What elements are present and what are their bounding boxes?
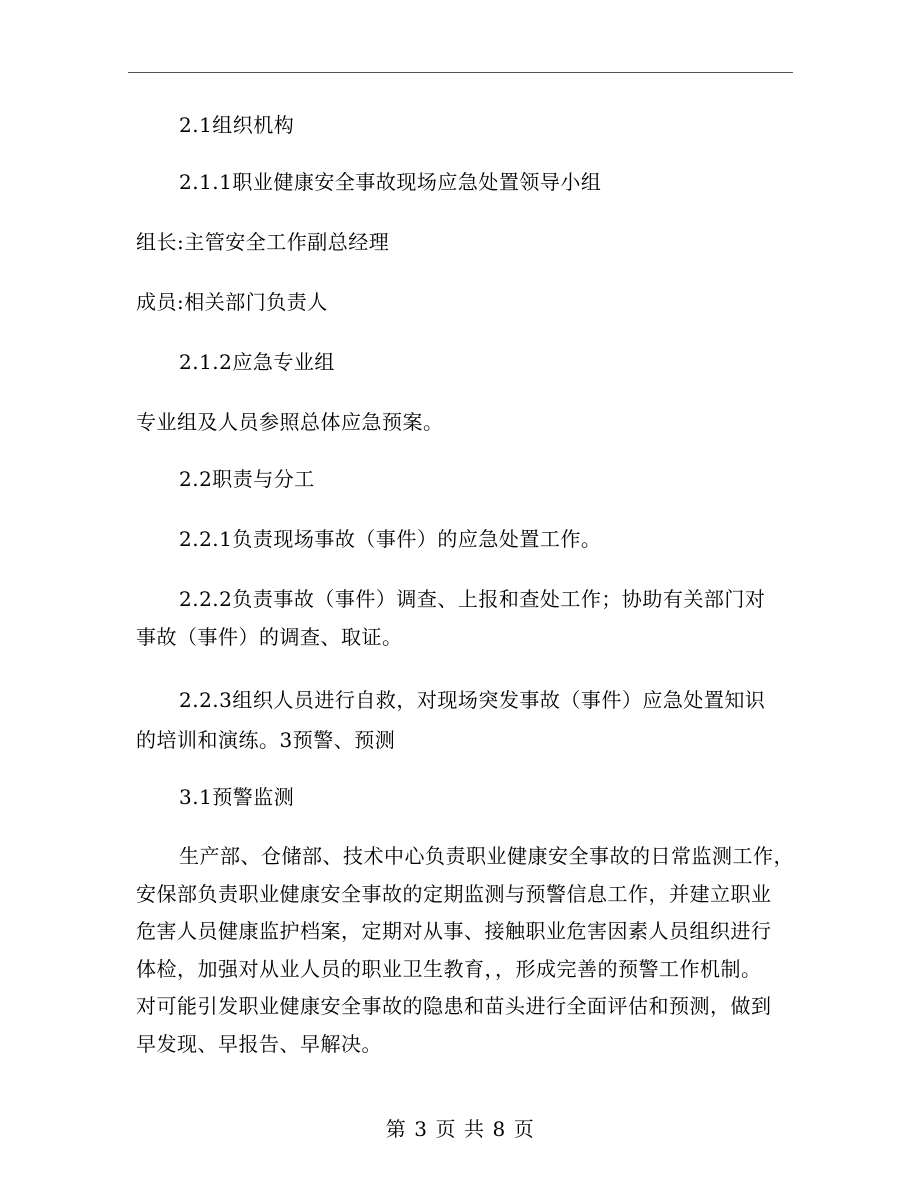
group-leader-line	[136, 225, 786, 259]
paragraph-line: 专业组及人员参照总体应急预案。	[136, 410, 444, 434]
footer-page-word: 页	[435, 1117, 456, 1141]
paragraph-line: 生产部、仓储部、技术中心负责职业健康安全事故的日常监测工作，	[179, 844, 794, 868]
paragraph-line: 的培训和演练。3预警、预测	[136, 728, 396, 752]
footer-total-prefix: 共	[464, 1117, 485, 1141]
page-footer	[0, 1112, 920, 1146]
paragraph-line: 成员:相关部门负责人	[136, 290, 328, 314]
paragraph-line: 2.1.2应急专业组	[179, 350, 335, 374]
paragraph-line: 2.2.2负责事故（事件）调查、上报和查处工作；协助有关部门对	[179, 587, 766, 611]
paragraph-line: 安保部负责职业健康安全事故的定期监测与预警信息工作，并建立职业	[136, 881, 772, 906]
paragraph-line: 对可能引发职业健康安全事故的隐患和苗头进行全面评估和预测，做到	[136, 994, 772, 1018]
footer-page-word-end: 页	[513, 1117, 535, 1141]
specialist-group-note	[136, 405, 786, 439]
monitoring-paragraph	[136, 838, 794, 1063]
heading-2-1	[136, 108, 829, 142]
total-page-number: 8	[492, 1117, 506, 1141]
paragraph-line: 危害人员健康监护档案，定期对从事、接触职业危害因素人员组织进行	[136, 919, 772, 943]
current-page-number: 3	[414, 1117, 428, 1141]
members-line	[136, 285, 786, 319]
paragraph-line: 早发现、早报告、早解决。	[136, 1031, 382, 1056]
paragraph-line: 体检，加强对从业人员的职业卫生教育，，形成完善的预警工作机制。	[136, 956, 762, 981]
heading-2-1-2	[136, 345, 829, 379]
paragraph-line: 3.1预警监测	[179, 785, 295, 809]
paragraph-line: 组长:主管安全工作副总经理	[136, 230, 390, 254]
footer-prefix: 第	[385, 1117, 407, 1141]
item-2-2-1	[136, 522, 829, 556]
paragraph-line: 事故（事件）的调查、取证。	[136, 625, 403, 649]
heading-2-2	[136, 462, 829, 496]
item-2-2-2	[136, 582, 786, 654]
heading-3-1	[136, 780, 829, 814]
paragraph-line: 2.1组织机构	[179, 113, 295, 137]
paragraph-line: 2.2.3组织人员进行自救，对现场突发事故（事件）应急处置知识	[179, 688, 766, 712]
header-rule	[128, 72, 793, 73]
heading-2-1-1	[136, 165, 829, 199]
paragraph-line: 2.2职责与分工	[179, 467, 315, 491]
paragraph-line: 2.1.1职业健康安全事故现场应急处置领导小组	[179, 170, 602, 194]
item-2-2-3	[136, 683, 786, 757]
paragraph-line: 2.2.1负责现场事故（事件）的应急处置工作。	[179, 527, 602, 551]
